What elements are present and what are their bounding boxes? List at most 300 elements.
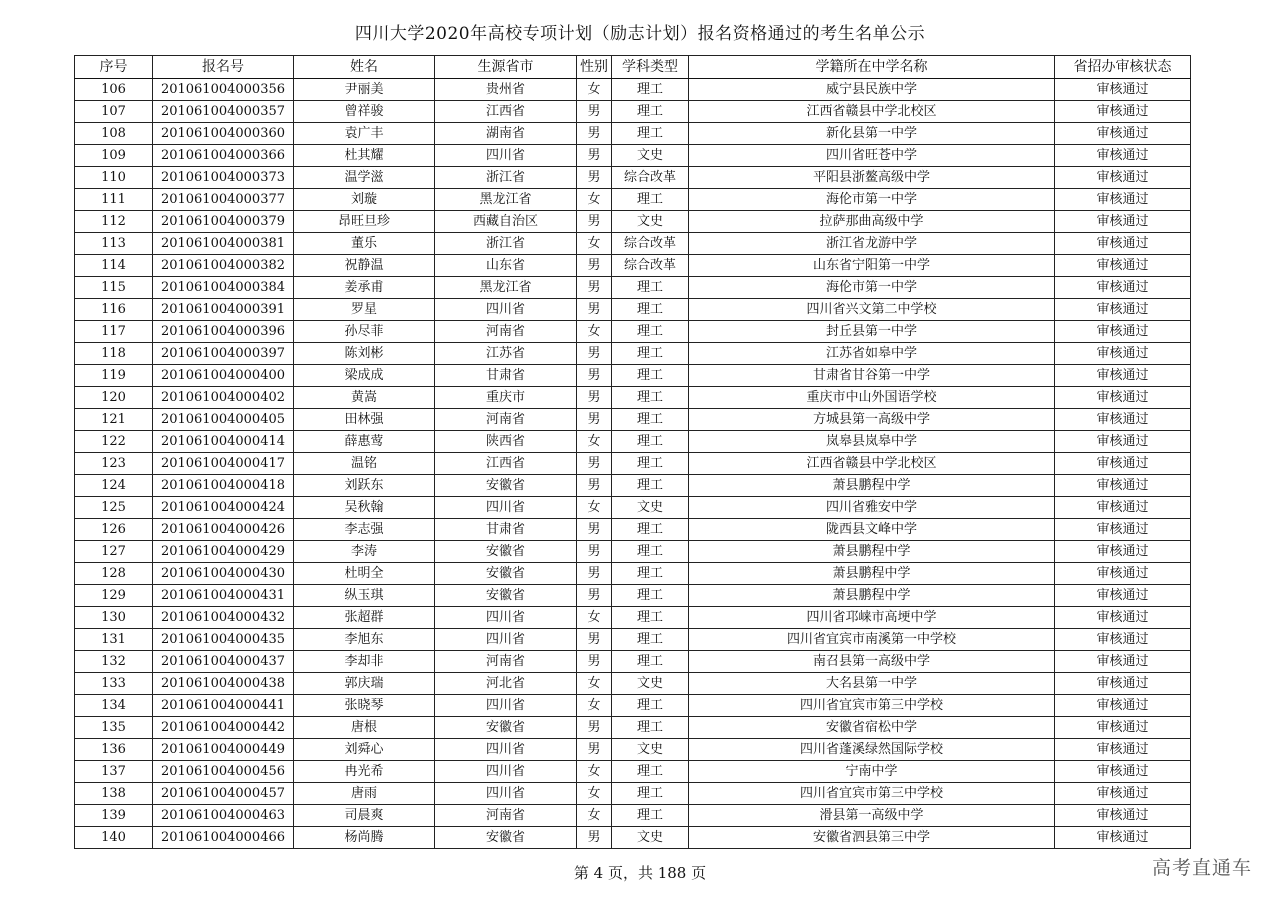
cell-province: 四川省: [435, 497, 577, 519]
table-row: [75, 563, 1191, 585]
cell-review-status: 审核通过: [1055, 651, 1191, 673]
cell-review-status: 审核通过: [1055, 211, 1191, 233]
cell-review-status: 审核通过: [1055, 255, 1191, 277]
page-number: 第 4 页，共 188 页: [573, 864, 707, 882]
cell-gender: 女: [577, 79, 612, 101]
header-registration-number: 报名号: [153, 56, 294, 79]
cell-registration-number: 201061004000456: [153, 761, 294, 783]
cell-name: 温学滋: [294, 167, 435, 189]
table-row: [75, 805, 1191, 827]
cell-index: 122: [75, 431, 153, 453]
cell-province: 河北省: [435, 673, 577, 695]
cell-subject-type: 文史: [612, 827, 689, 849]
cell-subject-type: 理工: [612, 277, 689, 299]
cell-review-status: 审核通过: [1055, 123, 1191, 145]
cell-registration-number: 201061004000384: [153, 277, 294, 299]
cell-gender: 女: [577, 189, 612, 211]
cell-gender: 男: [577, 387, 612, 409]
cell-registration-number: 201061004000438: [153, 673, 294, 695]
cell-subject-type: 理工: [612, 343, 689, 365]
cell-review-status: 审核通过: [1055, 145, 1191, 167]
cell-name: 冉光希: [294, 761, 435, 783]
cell-gender: 男: [577, 167, 612, 189]
cell-subject-type: 理工: [612, 629, 689, 651]
cell-name: 昂旺旦珍: [294, 211, 435, 233]
cell-registration-number: 201061004000431: [153, 585, 294, 607]
cell-province: 甘肃省: [435, 519, 577, 541]
cell-review-status: 审核通过: [1055, 739, 1191, 761]
cell-gender: 男: [577, 145, 612, 167]
cell-province: 河南省: [435, 409, 577, 431]
table-row: [75, 673, 1191, 695]
cell-index: 127: [75, 541, 153, 563]
cell-name: 袁广丰: [294, 123, 435, 145]
cell-school-name: 拉萨那曲高级中学: [689, 211, 1055, 233]
cell-index: 117: [75, 321, 153, 343]
cell-registration-number: 201061004000463: [153, 805, 294, 827]
cell-review-status: 审核通过: [1055, 167, 1191, 189]
cell-school-name: 平阳县浙鳌高级中学: [689, 167, 1055, 189]
table-row: [75, 651, 1191, 673]
cell-school-name: 南召县第一高级中学: [689, 651, 1055, 673]
cell-gender: 男: [577, 651, 612, 673]
cell-index: 123: [75, 453, 153, 475]
cell-subject-type: 理工: [612, 475, 689, 497]
cell-subject-type: 理工: [612, 365, 689, 387]
cell-index: 114: [75, 255, 153, 277]
cell-name: 田林强: [294, 409, 435, 431]
cell-name: 李涛: [294, 541, 435, 563]
table-header-row: [75, 56, 1191, 79]
header-gender: 性别: [577, 56, 612, 79]
cell-gender: 男: [577, 827, 612, 849]
cell-gender: 女: [577, 321, 612, 343]
cell-province: 浙江省: [435, 167, 577, 189]
cell-review-status: 审核通过: [1055, 475, 1191, 497]
cell-school-name: 四川省宜宾市第三中学校: [689, 783, 1055, 805]
cell-registration-number: 201061004000360: [153, 123, 294, 145]
cell-review-status: 审核通过: [1055, 607, 1191, 629]
cell-review-status: 审核通过: [1055, 365, 1191, 387]
cell-registration-number: 201061004000418: [153, 475, 294, 497]
cell-registration-number: 201061004000381: [153, 233, 294, 255]
cell-province: 江西省: [435, 101, 577, 123]
cell-name: 陈刘彬: [294, 343, 435, 365]
cell-province: 陕西省: [435, 431, 577, 453]
cell-registration-number: 201061004000366: [153, 145, 294, 167]
cell-school-name: 宁南中学: [689, 761, 1055, 783]
cell-school-name: 安徽省泗县第三中学: [689, 827, 1055, 849]
cell-name: 纵玉琪: [294, 585, 435, 607]
header-index: 序号: [75, 56, 153, 79]
cell-gender: 男: [577, 563, 612, 585]
cell-province: 重庆市: [435, 387, 577, 409]
cell-review-status: 审核通过: [1055, 321, 1191, 343]
cell-name: 司晨爽: [294, 805, 435, 827]
cell-index: 109: [75, 145, 153, 167]
table-row: [75, 541, 1191, 563]
cell-subject-type: 文史: [612, 673, 689, 695]
cell-registration-number: 201061004000382: [153, 255, 294, 277]
cell-registration-number: 201061004000397: [153, 343, 294, 365]
table-row: [75, 761, 1191, 783]
cell-review-status: 审核通过: [1055, 541, 1191, 563]
cell-gender: 男: [577, 739, 612, 761]
cell-review-status: 审核通过: [1055, 761, 1191, 783]
cell-review-status: 审核通过: [1055, 827, 1191, 849]
cell-name: 孙尽菲: [294, 321, 435, 343]
cell-registration-number: 201061004000437: [153, 651, 294, 673]
cell-province: 山东省: [435, 255, 577, 277]
candidate-table: [74, 55, 1191, 849]
cell-gender: 女: [577, 695, 612, 717]
table-row: [75, 519, 1191, 541]
cell-review-status: 审核通过: [1055, 717, 1191, 739]
cell-province: 安徽省: [435, 541, 577, 563]
table-row: [75, 783, 1191, 805]
cell-subject-type: 综合改革: [612, 233, 689, 255]
cell-index: 119: [75, 365, 153, 387]
table-row: [75, 409, 1191, 431]
cell-school-name: 萧县鹏程中学: [689, 541, 1055, 563]
cell-name: 温铭: [294, 453, 435, 475]
cell-school-name: 大名县第一中学: [689, 673, 1055, 695]
table-row: [75, 189, 1191, 211]
cell-name: 曾祥骏: [294, 101, 435, 123]
cell-gender: 男: [577, 453, 612, 475]
cell-review-status: 审核通过: [1055, 299, 1191, 321]
cell-subject-type: 理工: [612, 651, 689, 673]
cell-review-status: 审核通过: [1055, 695, 1191, 717]
cell-name: 张超群: [294, 607, 435, 629]
cell-review-status: 审核通过: [1055, 189, 1191, 211]
cell-index: 130: [75, 607, 153, 629]
cell-review-status: 审核通过: [1055, 101, 1191, 123]
table-row: [75, 497, 1191, 519]
cell-province: 安徽省: [435, 717, 577, 739]
cell-school-name: 萧县鹏程中学: [689, 585, 1055, 607]
table-row: [75, 827, 1191, 849]
table-row: [75, 321, 1191, 343]
cell-subject-type: 理工: [612, 123, 689, 145]
cell-name: 刘舜心: [294, 739, 435, 761]
cell-name: 李志强: [294, 519, 435, 541]
table-row: [75, 79, 1191, 101]
header-review-status: 省招办审核状态: [1055, 56, 1191, 79]
cell-review-status: 审核通过: [1055, 563, 1191, 585]
header-province: 生源省市: [435, 56, 577, 79]
cell-subject-type: 理工: [612, 695, 689, 717]
cell-registration-number: 201061004000357: [153, 101, 294, 123]
cell-subject-type: 理工: [612, 805, 689, 827]
cell-index: 110: [75, 167, 153, 189]
cell-name: 李却非: [294, 651, 435, 673]
cell-gender: 女: [577, 431, 612, 453]
cell-index: 112: [75, 211, 153, 233]
cell-name: 梁成成: [294, 365, 435, 387]
cell-name: 姜承甫: [294, 277, 435, 299]
cell-subject-type: 理工: [612, 453, 689, 475]
cell-registration-number: 201061004000379: [153, 211, 294, 233]
cell-name: 吴秋翰: [294, 497, 435, 519]
cell-registration-number: 201061004000377: [153, 189, 294, 211]
cell-school-name: 四川省雅安中学: [689, 497, 1055, 519]
cell-province: 江苏省: [435, 343, 577, 365]
cell-review-status: 审核通过: [1055, 585, 1191, 607]
cell-review-status: 审核通过: [1055, 343, 1191, 365]
table-row: [75, 453, 1191, 475]
cell-name: 董乐: [294, 233, 435, 255]
table-body: [75, 79, 1191, 849]
cell-subject-type: 理工: [612, 585, 689, 607]
cell-name: 罗星: [294, 299, 435, 321]
table-row: [75, 365, 1191, 387]
cell-name: 刘跃东: [294, 475, 435, 497]
cell-name: 张晓琴: [294, 695, 435, 717]
cell-province: 四川省: [435, 629, 577, 651]
cell-subject-type: 理工: [612, 783, 689, 805]
cell-province: 河南省: [435, 321, 577, 343]
cell-school-name: 江西省赣县中学北校区: [689, 453, 1055, 475]
cell-name: 唐雨: [294, 783, 435, 805]
cell-review-status: 审核通过: [1055, 233, 1191, 255]
cell-school-name: 四川省宜宾市南溪第一中学校: [689, 629, 1055, 651]
table-row: [75, 695, 1191, 717]
cell-name: 杜其耀: [294, 145, 435, 167]
cell-school-name: 海伦市第一中学: [689, 277, 1055, 299]
table-row: [75, 387, 1191, 409]
table-row: [75, 739, 1191, 761]
cell-registration-number: 201061004000457: [153, 783, 294, 805]
cell-school-name: 山东省宁阳第一中学: [689, 255, 1055, 277]
cell-province: 四川省: [435, 695, 577, 717]
cell-school-name: 新化县第一中学: [689, 123, 1055, 145]
cell-province: 河南省: [435, 805, 577, 827]
cell-index: 139: [75, 805, 153, 827]
table-row: [75, 145, 1191, 167]
cell-province: 西藏自治区: [435, 211, 577, 233]
cell-province: 四川省: [435, 607, 577, 629]
table-row: [75, 431, 1191, 453]
cell-school-name: 四川省蓬溪绿然国际学校: [689, 739, 1055, 761]
cell-subject-type: 理工: [612, 409, 689, 431]
cell-name: 刘璇: [294, 189, 435, 211]
cell-school-name: 浙江省龙游中学: [689, 233, 1055, 255]
cell-subject-type: 理工: [612, 79, 689, 101]
cell-school-name: 四川省旺苍中学: [689, 145, 1055, 167]
cell-subject-type: 理工: [612, 717, 689, 739]
cell-province: 贵州省: [435, 79, 577, 101]
cell-school-name: 滑县第一高级中学: [689, 805, 1055, 827]
cell-province: 四川省: [435, 761, 577, 783]
cell-index: 128: [75, 563, 153, 585]
cell-index: 116: [75, 299, 153, 321]
cell-subject-type: 理工: [612, 541, 689, 563]
cell-review-status: 审核通过: [1055, 453, 1191, 475]
cell-index: 137: [75, 761, 153, 783]
cell-gender: 男: [577, 365, 612, 387]
cell-index: 111: [75, 189, 153, 211]
cell-name: 薛惠莺: [294, 431, 435, 453]
cell-subject-type: 理工: [612, 761, 689, 783]
watermark: 高考直通车: [1151, 857, 1252, 879]
cell-name: 杨尚腾: [294, 827, 435, 849]
cell-subject-type: 理工: [612, 101, 689, 123]
cell-school-name: 陇西县文峰中学: [689, 519, 1055, 541]
cell-subject-type: 理工: [612, 519, 689, 541]
cell-registration-number: 201061004000435: [153, 629, 294, 651]
cell-school-name: 甘肃省甘谷第一中学: [689, 365, 1055, 387]
cell-school-name: 封丘县第一中学: [689, 321, 1055, 343]
cell-registration-number: 201061004000402: [153, 387, 294, 409]
table-row: [75, 475, 1191, 497]
cell-subject-type: 理工: [612, 607, 689, 629]
cell-name: 郭庆瑞: [294, 673, 435, 695]
cell-review-status: 审核通过: [1055, 497, 1191, 519]
cell-subject-type: 文史: [612, 211, 689, 233]
header-school-name: 学籍所在中学名称: [689, 56, 1055, 79]
cell-gender: 男: [577, 585, 612, 607]
table-row: [75, 717, 1191, 739]
cell-review-status: 审核通过: [1055, 783, 1191, 805]
cell-province: 四川省: [435, 783, 577, 805]
cell-province: 安徽省: [435, 585, 577, 607]
cell-registration-number: 201061004000430: [153, 563, 294, 585]
cell-gender: 男: [577, 123, 612, 145]
cell-gender: 女: [577, 607, 612, 629]
cell-subject-type: 理工: [612, 189, 689, 211]
header-subject-type: 学科类型: [612, 56, 689, 79]
table-row: [75, 123, 1191, 145]
cell-registration-number: 201061004000442: [153, 717, 294, 739]
cell-school-name: 萧县鹏程中学: [689, 475, 1055, 497]
cell-school-name: 安徽省宿松中学: [689, 717, 1055, 739]
cell-gender: 男: [577, 519, 612, 541]
cell-subject-type: 理工: [612, 299, 689, 321]
cell-review-status: 审核通过: [1055, 805, 1191, 827]
cell-school-name: 威宁县民族中学: [689, 79, 1055, 101]
cell-gender: 男: [577, 629, 612, 651]
cell-registration-number: 201061004000414: [153, 431, 294, 453]
cell-school-name: 江苏省如皋中学: [689, 343, 1055, 365]
cell-registration-number: 201061004000466: [153, 827, 294, 849]
cell-registration-number: 201061004000405: [153, 409, 294, 431]
cell-registration-number: 201061004000396: [153, 321, 294, 343]
cell-province: 安徽省: [435, 475, 577, 497]
header-name: 姓名: [294, 56, 435, 79]
cell-name: 黄嵩: [294, 387, 435, 409]
cell-province: 黑龙江省: [435, 189, 577, 211]
cell-gender: 女: [577, 783, 612, 805]
table-row: [75, 255, 1191, 277]
table-row: [75, 233, 1191, 255]
cell-name: 尹丽美: [294, 79, 435, 101]
cell-province: 甘肃省: [435, 365, 577, 387]
cell-subject-type: 理工: [612, 431, 689, 453]
cell-index: 126: [75, 519, 153, 541]
cell-index: 120: [75, 387, 153, 409]
cell-index: 118: [75, 343, 153, 365]
cell-gender: 男: [577, 255, 612, 277]
cell-index: 136: [75, 739, 153, 761]
table-row: [75, 101, 1191, 123]
cell-name: 唐根: [294, 717, 435, 739]
cell-review-status: 审核通过: [1055, 629, 1191, 651]
table-row: [75, 607, 1191, 629]
cell-index: 125: [75, 497, 153, 519]
cell-subject-type: 文史: [612, 145, 689, 167]
cell-index: 131: [75, 629, 153, 651]
cell-gender: 女: [577, 673, 612, 695]
cell-registration-number: 201061004000373: [153, 167, 294, 189]
cell-province: 江西省: [435, 453, 577, 475]
cell-province: 四川省: [435, 145, 577, 167]
cell-gender: 女: [577, 761, 612, 783]
cell-gender: 男: [577, 299, 612, 321]
cell-school-name: 江西省赣县中学北校区: [689, 101, 1055, 123]
cell-index: 107: [75, 101, 153, 123]
cell-school-name: 四川省兴文第二中学校: [689, 299, 1055, 321]
cell-review-status: 审核通过: [1055, 387, 1191, 409]
cell-index: 134: [75, 695, 153, 717]
cell-name: 李旭东: [294, 629, 435, 651]
cell-gender: 男: [577, 541, 612, 563]
table-row: [75, 585, 1191, 607]
cell-school-name: 萧县鹏程中学: [689, 563, 1055, 585]
page-title: 四川大学2020年高校专项计划（励志计划）报名资格通过的考生名单公示: [354, 24, 926, 44]
cell-subject-type: 综合改革: [612, 167, 689, 189]
cell-gender: 男: [577, 475, 612, 497]
cell-registration-number: 201061004000426: [153, 519, 294, 541]
cell-registration-number: 201061004000356: [153, 79, 294, 101]
cell-gender: 女: [577, 805, 612, 827]
cell-gender: 男: [577, 409, 612, 431]
cell-subject-type: 理工: [612, 321, 689, 343]
cell-review-status: 审核通过: [1055, 277, 1191, 299]
cell-review-status: 审核通过: [1055, 79, 1191, 101]
cell-registration-number: 201061004000429: [153, 541, 294, 563]
cell-school-name: 重庆市中山外国语学校: [689, 387, 1055, 409]
cell-registration-number: 201061004000441: [153, 695, 294, 717]
cell-registration-number: 201061004000391: [153, 299, 294, 321]
cell-subject-type: 综合改革: [612, 255, 689, 277]
table-row: [75, 343, 1191, 365]
cell-subject-type: 文史: [612, 497, 689, 519]
cell-subject-type: 文史: [612, 739, 689, 761]
cell-index: 133: [75, 673, 153, 695]
cell-index: 132: [75, 651, 153, 673]
table-row: [75, 211, 1191, 233]
cell-gender: 男: [577, 277, 612, 299]
cell-subject-type: 理工: [612, 387, 689, 409]
cell-registration-number: 201061004000400: [153, 365, 294, 387]
cell-gender: 男: [577, 211, 612, 233]
cell-name: 祝静温: [294, 255, 435, 277]
cell-review-status: 审核通过: [1055, 431, 1191, 453]
cell-school-name: 四川省邛崃市高埂中学: [689, 607, 1055, 629]
cell-index: 138: [75, 783, 153, 805]
cell-review-status: 审核通过: [1055, 519, 1191, 541]
cell-index: 135: [75, 717, 153, 739]
cell-registration-number: 201061004000417: [153, 453, 294, 475]
cell-subject-type: 理工: [612, 563, 689, 585]
cell-registration-number: 201061004000432: [153, 607, 294, 629]
cell-gender: 男: [577, 343, 612, 365]
cell-registration-number: 201061004000449: [153, 739, 294, 761]
cell-index: 129: [75, 585, 153, 607]
cell-province: 四川省: [435, 739, 577, 761]
cell-province: 河南省: [435, 651, 577, 673]
